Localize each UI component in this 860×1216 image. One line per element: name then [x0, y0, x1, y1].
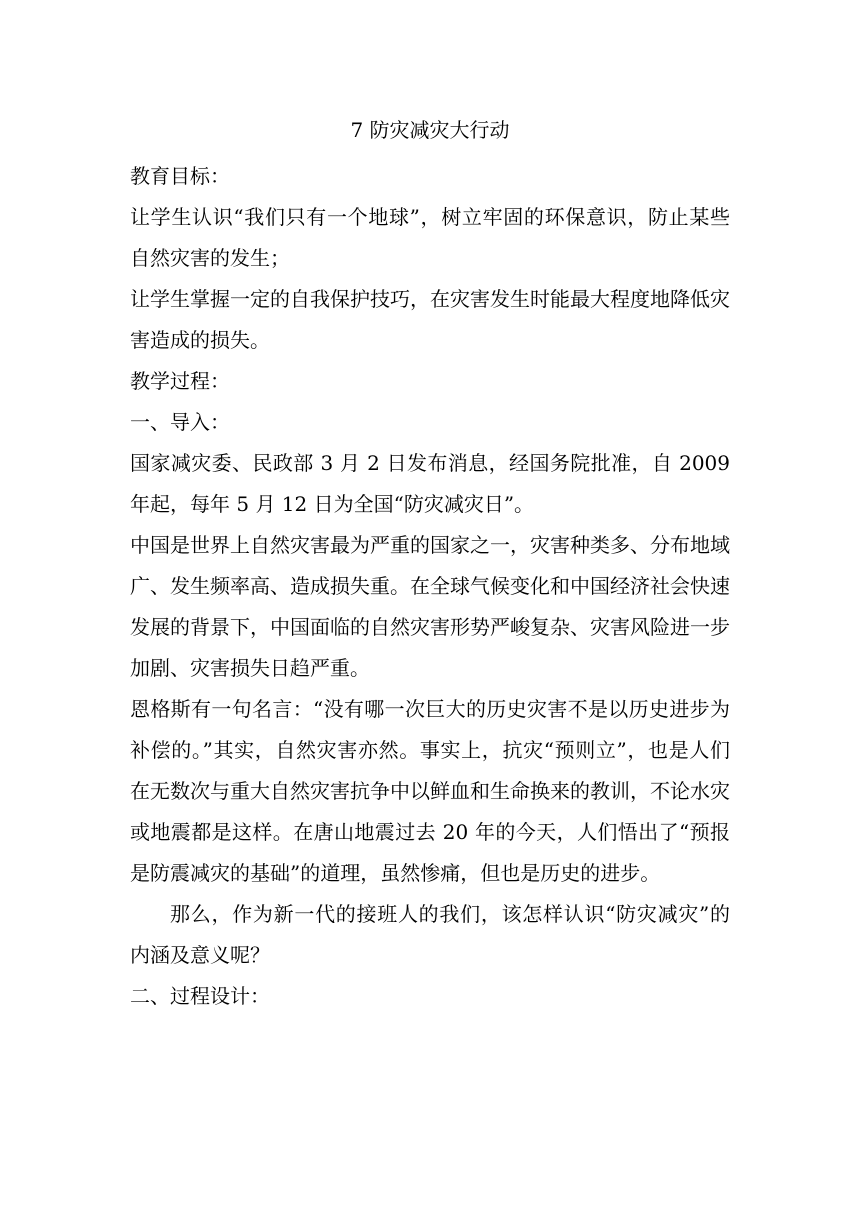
section-heading: 二、过程设计：: [130, 984, 270, 1008]
document-body: [130, 156, 730, 1017]
process-heading: 教学过程：: [130, 369, 230, 393]
intro-paragraph: 中国是世界上自然灾害最为严重的国家之一，灾害种类多、分布地域广、发生频率高、造成损失重。在全球气候变化和中国经济社会快速发展的背景下，中国面临的自然灾害形势严峻复杂、灾害风险进一步加剧、灾害损失日趋严重。: [130, 533, 730, 680]
objectives-heading: 教育目标：: [130, 164, 230, 188]
intro-paragraph: 恩格斯有一句名言：“没有哪一次巨大的历史灾害不是以历史进步为补偿的。”其实，自然灾害亦然。事实上，抗灾“预则立”，也是人们在无数次与重大自然灾害抗争中以鲜血和生命换来的教训，不论水灾或地震都是这样。在唐山地震过去 20 年的今天，人们悟出了“预报是防震减灾的基础”的道理，虽然惨痛，但也是历史的进步。: [130, 697, 730, 885]
intro-paragraph: 那么，作为新一代的接班人的我们，该怎样认识“防灾减灾”的内涵及意义呢？: [130, 902, 730, 967]
document-title: 7 防灾减灾大行动: [350, 118, 510, 142]
intro-paragraph: 国家减灾委、民政部 3 月 2 日发布消息，经国务院批准，自 2009 年起，每年 5 月 12 日为全国“防灾减灾日”。: [130, 451, 730, 516]
objective-paragraph: 让学生掌握一定的自我保护技巧，在灾害发生时能最大程度地降低灾害造成的损失。: [130, 287, 730, 352]
objective-paragraph: 让学生认识“我们只有一个地球”，树立牢固的环保意识，防止某些自然灾害的发生；: [130, 205, 730, 270]
section-heading: 一、导入：: [130, 410, 230, 434]
